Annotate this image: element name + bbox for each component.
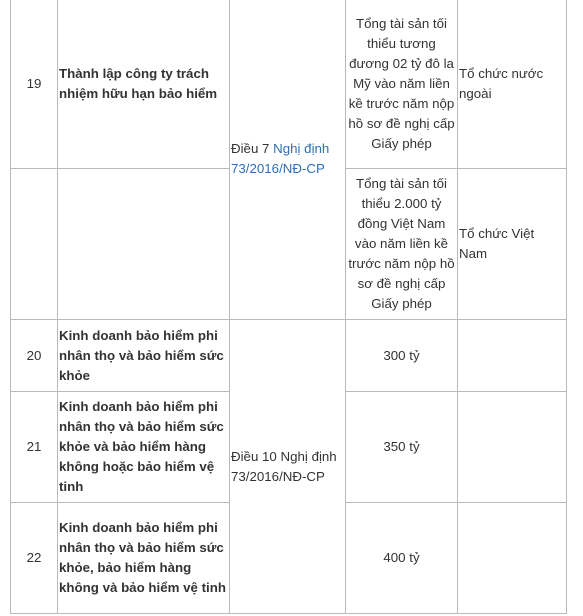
organization-type: Tổ chức nước ngoài xyxy=(458,0,567,169)
organization-type xyxy=(458,320,567,392)
row-number: 19 xyxy=(11,0,58,169)
business-name: Kinh doanh bảo hiểm phi nhân thọ và bảo hiểm sức khỏe và bảo hiểm hàng không hoặc bảo hiểm vệ tinh xyxy=(58,392,230,503)
business-name: Thành lập công ty trách nhiệm hữu hạn bảo hiểm xyxy=(58,0,230,169)
row-number: 20 xyxy=(11,320,58,392)
row-number xyxy=(11,169,58,320)
business-name: Kinh doanh bảo hiểm phi nhân thọ và bảo hiểm sức khỏe, bảo hiểm hàng không và bảo hiểm vệ tinh xyxy=(58,503,230,614)
row-number: 22 xyxy=(11,503,58,614)
capital-requirement: Tổng tài sản tối thiểu 2.000 tỷ đồng Việt Nam vào năm liền kề trước năm nộp hồ sơ đề nghị cấp Giấy phép xyxy=(346,169,458,320)
organization-type: Tổ chức Việt Nam xyxy=(458,169,567,320)
row-number: 21 xyxy=(11,392,58,503)
decree-link[interactable]: Nghị định 73/2016/NĐ-CP xyxy=(231,141,330,176)
legal-basis xyxy=(230,0,346,320)
legal-basis: Điều 10 Nghị định 73/2016/NĐ-CP xyxy=(230,320,346,614)
organization-type xyxy=(458,392,567,503)
organization-type xyxy=(458,503,567,614)
legal-basis-prefix: Điều 7 xyxy=(231,141,274,156)
business-name xyxy=(58,169,230,320)
business-name: Kinh doanh bảo hiểm phi nhân thọ và bảo hiểm sức khỏe xyxy=(58,320,230,392)
table-row xyxy=(11,320,567,392)
capital-requirement: 300 tỷ xyxy=(346,320,458,392)
capital-requirement: 400 tỷ xyxy=(346,503,458,614)
table-row xyxy=(11,0,567,169)
capital-requirement: Tổng tài sản tối thiểu tương đương 02 tỷ đô la Mỹ vào năm liền kề trước năm nộp hồ sơ đề nghị cấp Giấy phép xyxy=(346,0,458,169)
capital-requirement: 350 tỷ xyxy=(346,392,458,503)
insurance-capital-table xyxy=(10,0,567,614)
